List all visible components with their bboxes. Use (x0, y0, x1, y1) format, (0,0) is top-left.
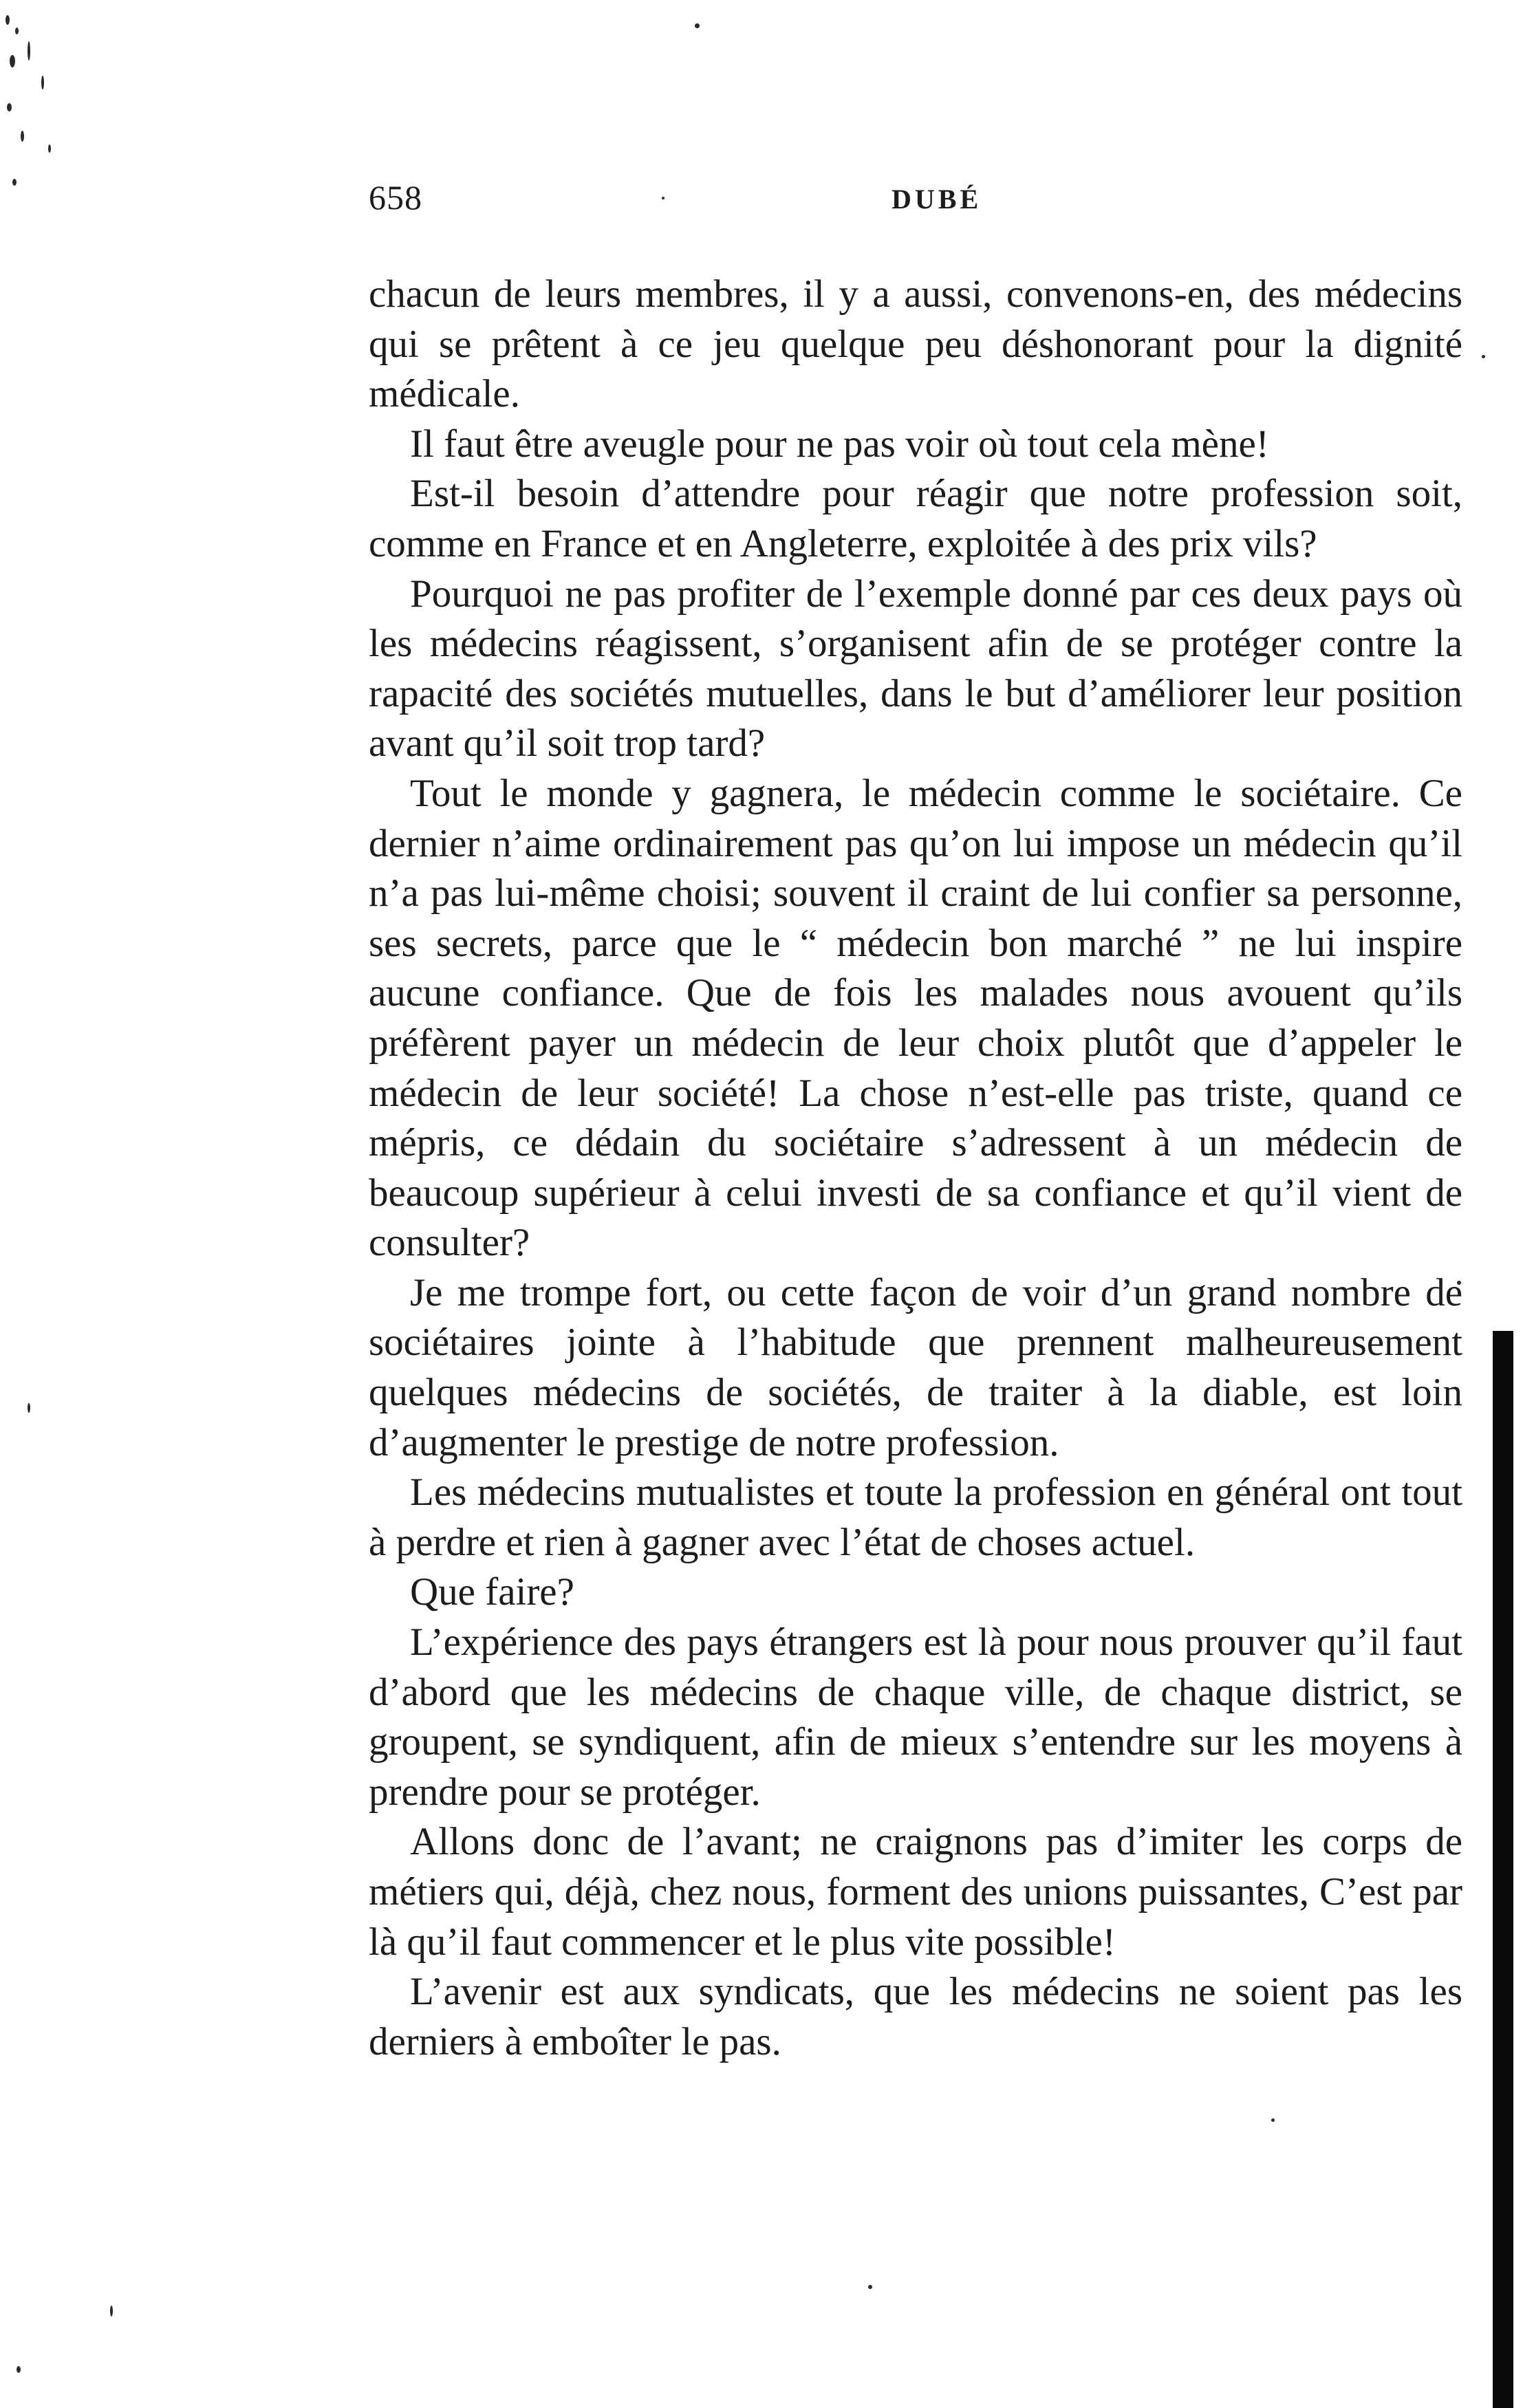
page-number: 658 (369, 178, 422, 217)
paragraph: Allons donc de l’avant; ne craignons pas d’imiter les corps de métiers qui, déjà, chez nous, forment des unions puissantes, C’est par là qu’il faut commencer et le plus vite possible! (369, 1820, 1462, 1964)
paragraph-continuation: chacun de leurs membres, il y a aussi, convenons-en, des médecins qui se prêtent à ce jeu quelque peu déshonorant pour la dignité médicale. (369, 272, 1462, 416)
body-text (369, 270, 1462, 2067)
paragraph: Que faire? (410, 1570, 574, 1614)
scan-speck (868, 2285, 872, 2289)
paragraph: Je me trompe fort, ou cette façon de voir d’un grand nombre de sociétaires jointe à l’habitude que prennent malheureusement quelques médecins de sociétés, de traiter à la diable, est loin d’augmenter le prestige de notre profession. (369, 1270, 1462, 1464)
paragraph: Il faut être aveugle pour ne pas voir où tout cela mène! (410, 422, 1269, 466)
running-title: DUBÉ (892, 184, 982, 215)
scan-speck (110, 2306, 113, 2317)
scan-speck (17, 2366, 21, 2373)
scan-speck (1482, 355, 1485, 358)
paragraph: Pourquoi ne pas profiter de l’exemple donné par ces deux pays où les médecins réagissent, s’organisent afin de se protéger contre la rapacité des sociétés mutuelles, dans le but d’améliorer leur position avant qu’il soit trop tard? (369, 572, 1462, 766)
left-edge-scan-noise (0, 0, 62, 206)
scan-speck (7, 103, 12, 111)
scan-speck (21, 131, 24, 142)
scan-speck (28, 41, 30, 61)
paragraph: Est-il besoin d’attendre pour réagir que notre profession soit, comme en France et en Angleterre, exploitée à des prix vils? (369, 472, 1462, 565)
paragraph: L’avenir est aux syndicats, que les médecins ne soient pas les derniers à emboîter le pas. (369, 1970, 1462, 2063)
scan-speck (28, 1403, 30, 1413)
scan-speck (1271, 2118, 1275, 2122)
paragraph: L’expérience des pays étrangers est là pour nous prouver qu’il faut d’abord que les médecins de chaque ville, de chaque district, se groupent, se syndiquent, afin de mieux s’entendre sur les moyens à prendre pour se protéger. (369, 1620, 1462, 1814)
scan-speck (41, 76, 44, 89)
scan-speck (15, 28, 19, 34)
scan-speck (48, 144, 51, 153)
paragraph: Tout le monde y gagnera, le médecin comme le sociétaire. Ce dernier n’aime ordinairement pas qu’on lui impose un médecin qu’il n’a pas lui-même choisi; souvent il craint de lui confier sa personne, ses secrets, parce que le “ médecin bon marché ” ne lui inspire aucune confiance. Que de fois les malades nous avouent qu’ils préfèrent payer un médecin de leur choix plutôt que d’appeler le médecin de leur société! La chose n’est-elle pas triste, quand ce mépris, ce dédain du sociétaire s’adressent à un médecin de beaucoup supérieur à celui investi de sa confiance et qu’il vient de consulter? (369, 771, 1462, 1265)
scan-speck (695, 23, 700, 28)
scan-speck (12, 179, 17, 186)
scan-speck (6, 15, 10, 25)
page-edge-shadow (1493, 1331, 1513, 2408)
running-header (369, 177, 1469, 232)
paragraph: Les médecins mutualistes et toute la profession en général ont tout à perdre et rien à gagner avec l’état de choses actuel. (369, 1471, 1462, 1564)
scan-speck (10, 55, 15, 67)
